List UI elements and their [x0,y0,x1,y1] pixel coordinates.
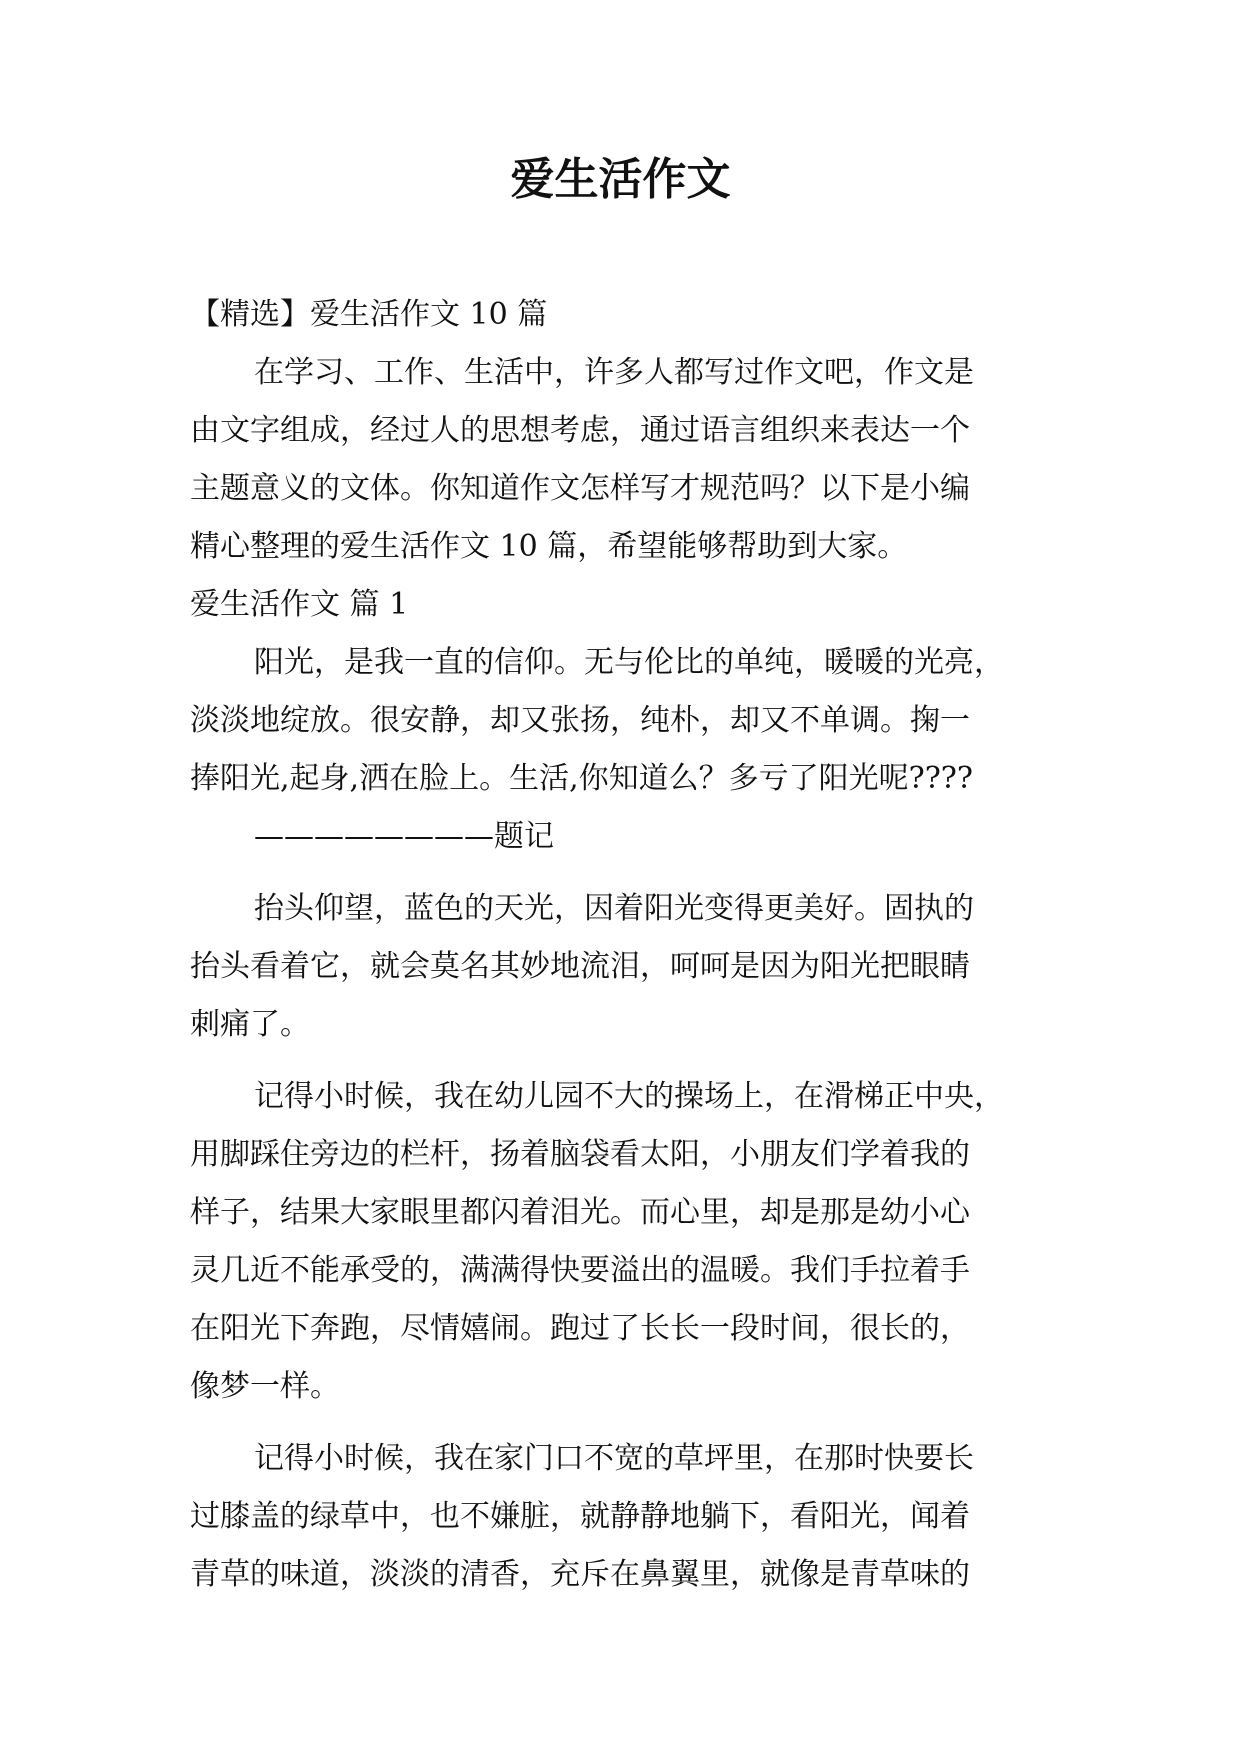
paragraph-line: 过膝盖的绿草中，也不嫌脏，就静静地躺下，看阳光，闻着 [190,1499,970,1534]
paragraph-line: 用脚踩住旁边的栏杆，扬着脑袋看太阳，小朋友们学着我的 [190,1137,970,1172]
paragraph-line: 阳光，是我一直的信仰。无与伦比的单纯，暖暖的光亮， [254,645,1004,680]
document-body [190,286,1060,1604]
paragraph-line: 抬头仰望，蓝色的天光，因着阳光变得更美好。固执的 [254,891,974,926]
paragraph-4 [190,1430,1060,1604]
paragraph-line: 在阳光下奔跑，尽情嬉闹。跑过了长长一段时间，很长的， [190,1311,970,1346]
paragraph-line: 灵几近不能承受的，满满得快要溢出的温暖。我们手拉着手 [190,1253,970,1288]
epigraph: ————————题记 [254,819,554,854]
paragraph-line: 刺痛了。 [190,1007,310,1042]
paragraph-line: 样子，结果大家眼里都闪着泪光。而心里，却是那是幼小心 [190,1195,970,1230]
paragraph-line: 抬头看着它，就会莫名其妙地流泪，呵呵是因为阳光把眼睛 [190,949,970,984]
paragraph-line: 捧阳光,起身,洒在脸上。生活,你知道么？多亏了阳光呢???? [190,761,973,796]
paragraph-line: 主题意义的文体。你知道作文怎样写才规范吗？以下是小编 [190,471,970,506]
paragraph-3 [190,1068,1060,1416]
paragraph-line: 在学习、工作、生活中，许多人都写过作文吧，作文是 [254,355,974,390]
paragraph-2 [190,880,1060,1054]
section-heading: 爱生活作文 篇 1 [190,587,409,622]
page-title: 爱生活作文 [510,154,731,205]
paragraph-line: 记得小时候，我在幼儿园不大的操场上，在滑梯正中央， [254,1079,1004,1114]
subtitle: 【精选】爱生活作文 10 篇 [190,297,548,332]
paragraph-1 [190,634,1060,808]
paragraph-line: 像梦一样。 [190,1369,340,1404]
paragraph-line: 记得小时候，我在家门口不宽的草坪里，在那时快要长 [254,1441,974,1476]
paragraph-line: 由文字组成，经过人的思想考虑，通过语言组织来表达一个 [190,413,970,448]
paragraph-line: 精心整理的爱生活作文 10 篇，希望能够帮助到大家。 [190,529,908,564]
paragraph-line: 青草的味道，淡淡的清香，充斥在鼻翼里，就像是青草味的 [190,1557,970,1592]
intro-paragraph [190,344,1060,576]
paragraph-line: 淡淡地绽放。很安静，却又张扬，纯朴，却又不单调。掬一 [190,703,970,738]
